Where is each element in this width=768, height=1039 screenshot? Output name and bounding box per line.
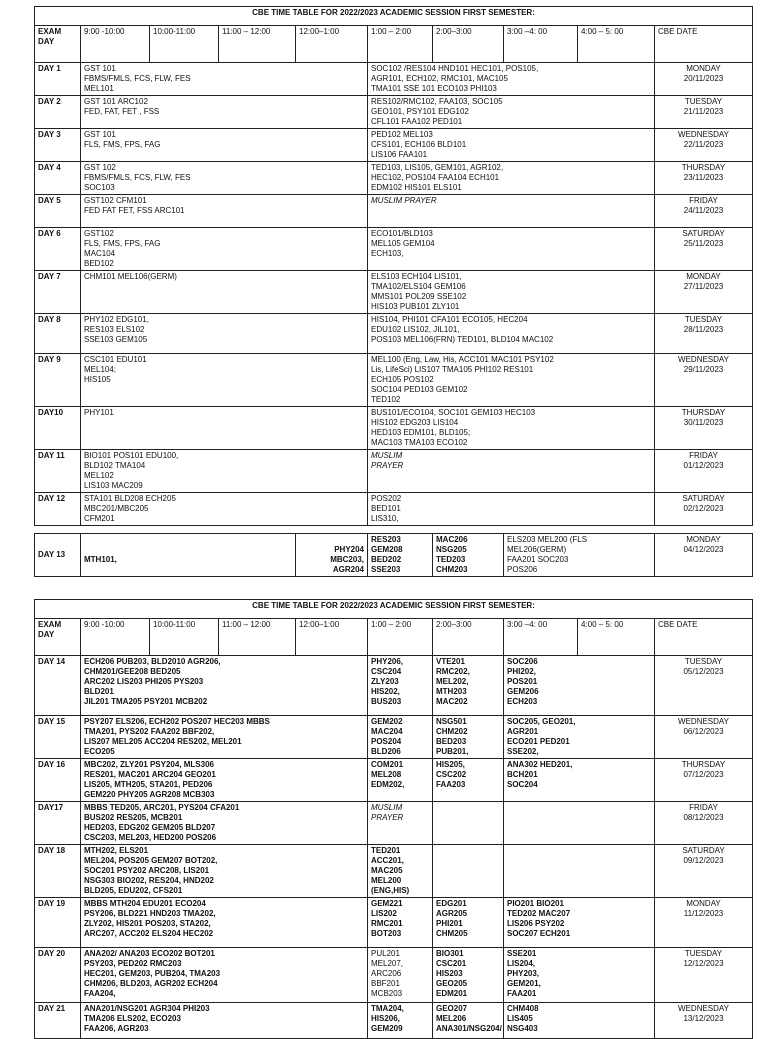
header-slot: 9:00 -10:00	[81, 619, 150, 656]
slot-cell: NSG501 CHM202 BED203 PUB201,	[433, 716, 504, 759]
day-label: DAY17	[35, 802, 81, 845]
slot-cell: ANA302 HED201, BCH201 SOC204	[504, 759, 655, 802]
afternoon-cell: ELS103 ECH104 LIS101, TMA102/ELS104 GEM106 MMS101 POL209 SSE102 HIS103 PUB101 ZLY101	[368, 271, 655, 314]
morning-cell: ANA202/ ANA203 ECO202 BOT201 PSY203, PED202 RMC203 HEC201, GEM203, PUB204, TMA203 CHM206, BLD203, AGR202 ECH204 FAA204,	[81, 948, 368, 1003]
day-label: DAY 14	[35, 656, 81, 716]
table-row	[35, 716, 753, 759]
morning-cell: MBC202, ZLY201 PSY204, MLS306 RES201, MAC201 ARC204 GEO201 LIS205, MTH205, STA201, PED206 GEM220 PHY205 AGR208 MCB303	[81, 759, 368, 802]
table-row	[35, 314, 753, 354]
afternoon-cell: TED103, LIS105, GEM101, AGR102, HEC102, POS104 FAA104 ECH101 EDM102 HIS101 ELS101	[368, 162, 655, 195]
date-cell: MONDAY 20/11/2023	[655, 63, 753, 96]
header-cbe-date: CBE DATE	[655, 619, 753, 656]
afternoon-cell: HIS104, PHI101 CFA101 ECO105, HEC204 EDU102 LIS102, JIL101, POS103 MEL106(FRN) TED101, BLD104 MAC102	[368, 314, 655, 354]
timetable-2	[34, 599, 753, 1039]
day-label: DAY 16	[35, 759, 81, 802]
table-row	[35, 1003, 753, 1039]
morning-cell: PHY102 EDG101, RES103 ELS102 SSE103 GEM105	[81, 314, 368, 354]
date-cell: WEDNESDAY 13/12/2023	[655, 1003, 753, 1039]
header-slot: 12:00–1:00	[296, 619, 368, 656]
header-exam-day: EXAM DAY	[35, 619, 81, 656]
date-cell: SATURDAY 25/11/2023	[655, 228, 753, 271]
afternoon-cell: PED102 MEL103 CFS101, ECH106 BLD101 LIS106 FAA101	[368, 129, 655, 162]
slot-cell: SSE201 LIS204, PHY203, GEM201, FAA201	[504, 948, 655, 1003]
slot-cell: PIO201 BIO201 TED202 MAC207 LIS206 PSY202 SOC207 ECH201	[504, 898, 655, 948]
morning-cell: ECH206 PUB203, BLD2010 AGR206, CHM201/GEE208 BED205 ARC202 LIS203 PHI205 PYS203 BLD201 JIL201 TMA205 PSY201 MCB202	[81, 656, 368, 716]
morning-cell: GST 101 FBMS/FMLS, FCS, FLW, FES MEL101	[81, 63, 368, 96]
slot-cell: SOC206 PHI202, POS201 GEM206 ECH203	[504, 656, 655, 716]
table-title: CBE TIME TABLE FOR 2022/2023 ACADEMIC SESSION FIRST SEMESTER:	[35, 600, 753, 619]
table-row	[35, 195, 753, 228]
table-row	[35, 162, 753, 195]
header-slot: 1:00 – 2:00	[368, 26, 433, 63]
slot-cell: EDG201 AGR205 PHI201 CHM205	[433, 898, 504, 948]
table-row	[35, 407, 753, 450]
header-cbe-date: CBE DATE	[655, 26, 753, 63]
slot-cell: TED201 ACC201, MAC205 MEL200 (ENG,HIS)	[368, 845, 433, 898]
date-cell: TUESDAY 05/12/2023	[655, 656, 753, 716]
day-label: DAY 11	[35, 450, 81, 493]
header-slot: 3:00 –4: 00	[504, 26, 578, 63]
header-slot: 4:00 – 5: 00	[578, 619, 655, 656]
afternoon-cell: POS202 BED101 LIS310,	[368, 493, 655, 526]
table-row	[35, 898, 753, 948]
date-cell: FRIDAY 01/12/2023	[655, 450, 753, 493]
morning-cell: MBBS MTH204 EDU201 ECO204 PSY206, BLD221 HND203 TMA202, ZLY202, HIS201 POS203, STA202, ARC207, ACC202 ELS204 HEC202	[81, 898, 368, 948]
day-label: DAY 2	[35, 96, 81, 129]
slot-cell: SOC205, GEO201, AGR201 ECO201 PED201 SSE202,	[504, 716, 655, 759]
header-exam-day: EXAM DAY	[35, 26, 81, 63]
header-row	[35, 26, 753, 63]
afternoon-cell: BUS101/ECO104, SOC101 GEM103 HEC103 HIS102 EDG203 LIS104 HED103 EDM101, BLD105; MAC103 TMA103 ECO102	[368, 407, 655, 450]
header-slot: 12:00–1:00	[296, 26, 368, 63]
slot-cell: TMA204, HIS206, GEM209	[368, 1003, 433, 1039]
day-label: DAY 18	[35, 845, 81, 898]
slot-cell	[504, 802, 655, 845]
header-slot: 9:00 -10:00	[81, 26, 150, 63]
slot-cell	[504, 845, 655, 898]
timetable-1	[34, 6, 753, 526]
table-row	[35, 450, 753, 493]
slot-cell: BIO301 CSC201 HIS203 GEO205 EDM201	[433, 948, 504, 1003]
day-label: DAY 1	[35, 63, 81, 96]
table-row	[35, 96, 753, 129]
date-cell: MONDAY 11/12/2023	[655, 898, 753, 948]
day-label: DAY 5	[35, 195, 81, 228]
date-cell: FRIDAY 08/12/2023	[655, 802, 753, 845]
day-label: DAY 8	[35, 314, 81, 354]
slot-cell: VTE201 RMC202, MEL202, MTH203 MAC202	[433, 656, 504, 716]
header-slot: 2:00–3:00	[433, 26, 504, 63]
date-cell: MONDAY 27/11/2023	[655, 271, 753, 314]
table-row	[35, 63, 753, 96]
morning-cell: GST 102 FBMS/FMLS, FCS, FLW, FES SOC103	[81, 162, 368, 195]
table-row	[35, 948, 753, 1003]
morning-cell: STA101 BLD208 ECH205 MBC201/MBC205 CFM201	[81, 493, 368, 526]
morning-cell: GST 101 FLS, FMS, FPS, FAG	[81, 129, 368, 162]
slot-cell: COM201 MEL208 EDM202,	[368, 759, 433, 802]
header-slot: 1:00 – 2:00	[368, 619, 433, 656]
date-cell: SATURDAY 02/12/2023	[655, 493, 753, 526]
day-label: DAY 15	[35, 716, 81, 759]
header-slot: 2:00–3:00	[433, 619, 504, 656]
date-cell: TUESDAY 21/11/2023	[655, 96, 753, 129]
slot-cell: RES203 GEM208 BED202 SSE203	[368, 534, 433, 577]
slot-cell	[433, 802, 504, 845]
date-cell: THURSDAY 30/11/2023	[655, 407, 753, 450]
date-cell: FRIDAY 24/11/2023	[655, 195, 753, 228]
day-label: DAY10	[35, 407, 81, 450]
prayer-cell: MUSLIM PRAYER	[368, 450, 655, 493]
table-row	[35, 534, 753, 577]
slot-cell: PUL201 MEL207, ARC206 BBF201 MCB203	[368, 948, 433, 1003]
morning-cell: CSC101 EDU101 MEL104; HIS105	[81, 354, 368, 407]
table-row	[35, 845, 753, 898]
slot-cell: CHM408 LIS405 NSG403	[504, 1003, 655, 1039]
morning-cell: GST102 CFM101 FED FAT FET, FSS ARC101	[81, 195, 368, 228]
date-cell: THURSDAY 07/12/2023	[655, 759, 753, 802]
table-row	[35, 271, 753, 314]
afternoon-cell: MEL100 (Eng, Law, His, ACC101 MAC101 PSY102 Lis, LifeSci) LIS107 TMA105 PHI102 RES101 ECH105 POS102 SOC104 PED103 GEM102 TED102	[368, 354, 655, 407]
table-row	[35, 493, 753, 526]
table-row	[35, 354, 753, 407]
day-label: DAY 12	[35, 493, 81, 526]
day-label: DAY 13	[35, 534, 81, 577]
header-slot: 11:00 – 12:00	[219, 26, 296, 63]
header-slot: 4:00 – 5: 00	[578, 26, 655, 63]
prayer-cell: MUSLIM PRAYER	[368, 802, 433, 845]
slot-cell: MAC206 NSG205 TED203 CHM203	[433, 534, 504, 577]
day-label: DAY 7	[35, 271, 81, 314]
date-cell: THURSDAY 23/11/2023	[655, 162, 753, 195]
slot-cell: PHY204 MBC203, AGR204	[296, 534, 368, 577]
table-row	[35, 802, 753, 845]
morning-cell: BIO101 POS101 EDU100, BLD102 TMA104 MEL102 LIS103 MAC209	[81, 450, 368, 493]
day-label: DAY 3	[35, 129, 81, 162]
timetable-day13	[34, 533, 753, 577]
slot-cell: PHY206, CSC204 ZLY203 HIS202, BUS203	[368, 656, 433, 716]
slot-cell: GEM202 MAC204 POS204 BLD206	[368, 716, 433, 759]
table-row	[35, 228, 753, 271]
day-label: DAY 21	[35, 1003, 81, 1039]
header-slot: 10:00-11:00	[150, 619, 219, 656]
morning-cell: GST102 FLS, FMS, FPS, FAG MAC104 BED102	[81, 228, 368, 271]
header-slot: 11:00 – 12:00	[219, 619, 296, 656]
date-cell: MONDAY 04/12/2023	[655, 534, 753, 577]
morning-cell: CHM101 MEL106(GERM)	[81, 271, 368, 314]
slot-cell: GEO207 MEL206 ANA301/NSG204/	[433, 1003, 504, 1039]
day-label: DAY 9	[35, 354, 81, 407]
morning-cell: MTH202, ELS201 MEL204, POS205 GEM207 BOT202, SOC201 PSY202 ARC208, LIS201 NSG303 BIO202, RES204, HND202 BLD205, EDU202, CFS201	[81, 845, 368, 898]
morning-cell: MBBS TED205, ARC201, PYS204 CFA201 BUS202 RES205, MCB201 HED203, EDG202 GEM205 BLD207 CSC203, MEL203, HED200 POS206	[81, 802, 368, 845]
header-slot: 10:00-11:00	[150, 26, 219, 63]
slot-cell: HIS205, CSC202 FAA203	[433, 759, 504, 802]
table-row	[35, 759, 753, 802]
date-cell: TUESDAY 28/11/2023	[655, 314, 753, 354]
header-row	[35, 619, 753, 656]
date-cell: WEDNESDAY 06/12/2023	[655, 716, 753, 759]
afternoon-cell: ECO101/BLD103 MEL105 GEM104 ECH103,	[368, 228, 655, 271]
afternoon-cell: SOC102 /RES104 HND101 HEC101, POS105, AGR101, ECH102, RMC101, MAC105 TMA101 SSE 101 ECO103 PHI103	[368, 63, 655, 96]
header-slot: 3:00 –4: 00	[504, 619, 578, 656]
morning-cell: PSY207 ELS206, ECH202 POS207 HEC203 MBBS TMA201, PYS202 FAA202 BBF202, LIS207 MEL205 ACC204 RES202, MEL201 ECO205	[81, 716, 368, 759]
day-label: DAY 20	[35, 948, 81, 1003]
table-row	[35, 129, 753, 162]
prayer-cell: MUSLIM PRAYER	[368, 195, 655, 228]
day-label: DAY 19	[35, 898, 81, 948]
table-title: CBE TIME TABLE FOR 2022/2023 ACADEMIC SESSION FIRST SEMESTER:	[35, 7, 753, 26]
slot-cell: ELS203 MEL200 (FLS MEL206(GERM) FAA201 SOC203 POS206	[504, 534, 655, 577]
morning-cell: ANA201/NSG201 AGR304 PHI203 TMA206 ELS202, ECO203 FAA206, AGR203	[81, 1003, 368, 1039]
table-row	[35, 656, 753, 716]
slot-cell	[433, 845, 504, 898]
slot-cell: GEM221 LIS202 RMC201 BOT203	[368, 898, 433, 948]
morning-cell: GST 101 ARC102 FED, FAT, FET , FSS	[81, 96, 368, 129]
morning-cell: MTH101,	[81, 534, 296, 577]
day-label: DAY 4	[35, 162, 81, 195]
morning-cell: PHY101	[81, 407, 368, 450]
date-cell: TUESDAY 12/12/2023	[655, 948, 753, 1003]
day-label: DAY 6	[35, 228, 81, 271]
date-cell: WEDNESDAY 22/11/2023	[655, 129, 753, 162]
afternoon-cell: RES102/RMC102, FAA103, SOC105 GEO101, PSY101 EDG102 CFL101 FAA102 PED101	[368, 96, 655, 129]
date-cell: SATURDAY 09/12/2023	[655, 845, 753, 898]
date-cell: WEDNESDAY 29/11/2023	[655, 354, 753, 407]
